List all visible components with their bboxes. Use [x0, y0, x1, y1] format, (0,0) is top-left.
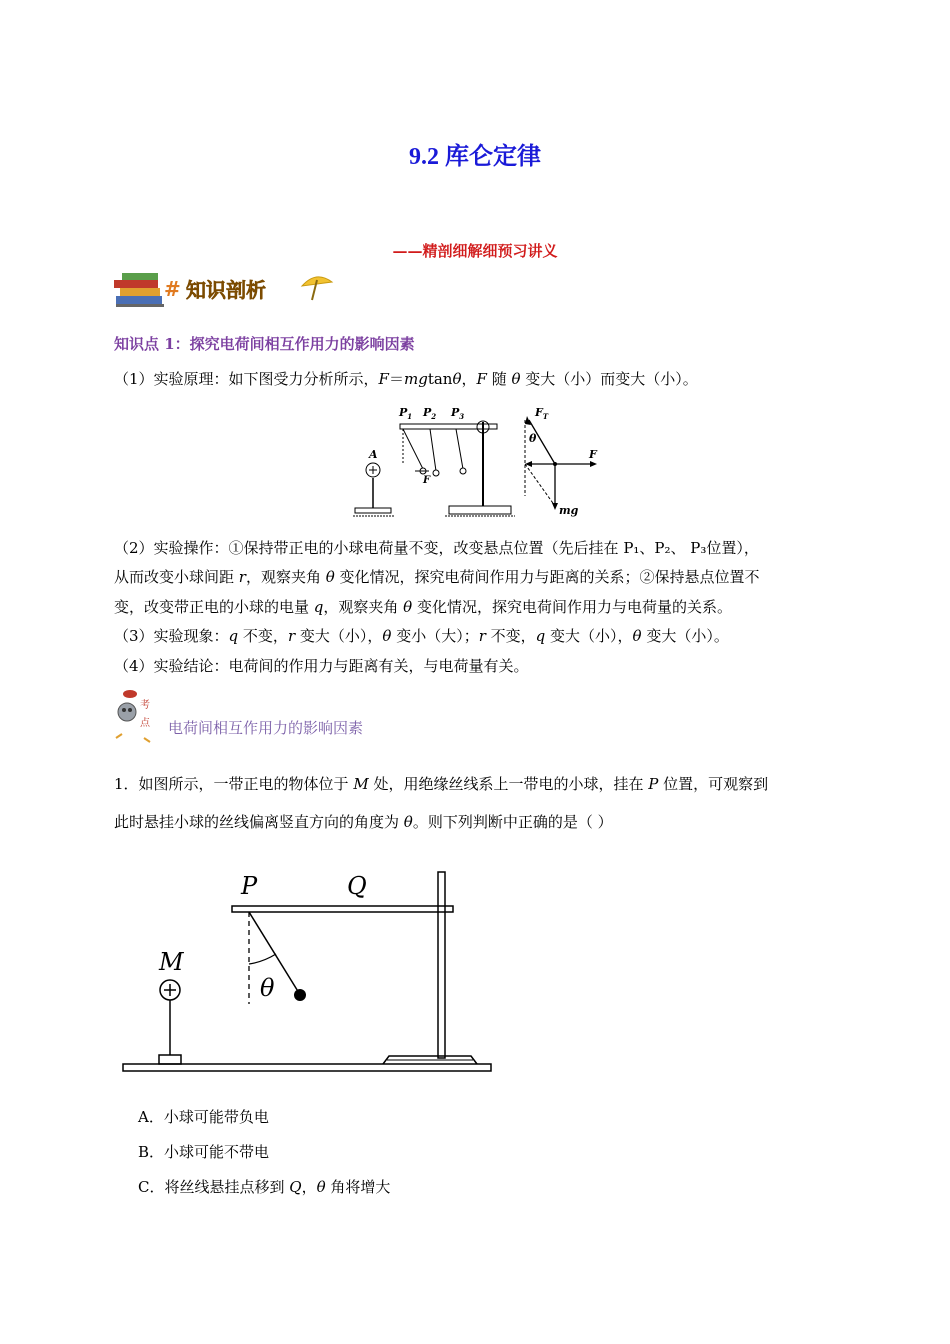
- svg-text:M: M: [159, 948, 184, 976]
- svg-text:点: 点: [140, 718, 150, 729]
- svg-text:θ: θ: [529, 432, 537, 445]
- svg-text:mg: mg: [559, 504, 579, 517]
- paragraph-operation-line1: （2）实验操作：①保持带正电的小球电荷量不变，改变悬点位置（先后挂在 P₁、P₂、 P₃位置），: [114, 539, 759, 557]
- paragraph-operation-line2: 从而改变小球间距 r，观察夹角 θ 变化情况，探究电荷间作用力与距离的关系；②保持悬点位置不: [114, 568, 760, 586]
- option-b: B．小球可能不带电: [138, 1143, 270, 1161]
- knowledge-point-heading: 知识点 1：探究电荷间相互作用力的影响因素: [114, 335, 415, 353]
- exam-point-icon: [110, 686, 166, 746]
- question-figure: [115, 862, 500, 1077]
- experiment-figure: [345, 400, 615, 525]
- svg-text:P1: $P_1$: [399, 406, 413, 421]
- svg-text:F: F: [423, 475, 431, 486]
- svg-text:P: P: [241, 872, 258, 900]
- paragraph-operation-line3: 变，改变带正电的小球的电量 q，观察夹角 θ 变化情况，探究电荷间作用力与电荷量的关系。: [114, 598, 732, 616]
- paragraph-principle: （1）实验原理：如下图受力分析所示，F＝mgtanθ，F 随 θ 变大（小）而变大（小）。: [114, 370, 698, 388]
- umbrella-icon: [302, 277, 332, 300]
- page-subtitle: ——精剖细解细预习讲义: [392, 242, 558, 260]
- section-banner: [112, 266, 342, 310]
- svg-text:P3: $P_3$: [451, 406, 465, 421]
- option-a: A．小球可能带负电: [138, 1108, 269, 1126]
- svg-text:P2: $P_2$: [423, 406, 437, 421]
- question-1-line1: 1．如图所示，一带正电的物体位于 M 处，用绝缘丝线系上一带电的小球，挂在 P 位置，可观察到: [114, 775, 769, 793]
- banner-text: 知识剖析: [186, 278, 266, 302]
- svg-text:Q: Q: [347, 872, 367, 900]
- question-1-line2: 此时悬挂小球的丝线偏离竖直方向的角度为 θ。则下列判断中正确的是（ ）: [114, 813, 613, 831]
- svg-text:θ: θ: [260, 974, 275, 1002]
- label-a: A: [369, 448, 378, 461]
- exam-point-chars: 考: [140, 700, 150, 711]
- books-icon: [114, 273, 164, 307]
- hanging-ball: [294, 989, 306, 1001]
- svg-text:FT: $F_T$: [535, 406, 549, 421]
- option-c: C．将丝线悬挂点移到 Q，θ 角将增大: [138, 1178, 391, 1196]
- page-title: 9.2 库仑定律: [409, 144, 541, 170]
- paragraph-conclusion: （4）实验结论：电荷间的作用力与距离有关，与电荷量有关。: [114, 657, 529, 675]
- svg-text:#: #: [164, 277, 181, 301]
- svg-text:F: F: [589, 448, 597, 461]
- exam-point-text: 电荷间相互作用力的影响因素: [168, 719, 364, 737]
- paragraph-phenomenon: （3）实验现象：q 不变，r 变大（小），θ 变小（大）；r 不变，q 变大（小），θ 变大（小）。: [114, 627, 729, 645]
